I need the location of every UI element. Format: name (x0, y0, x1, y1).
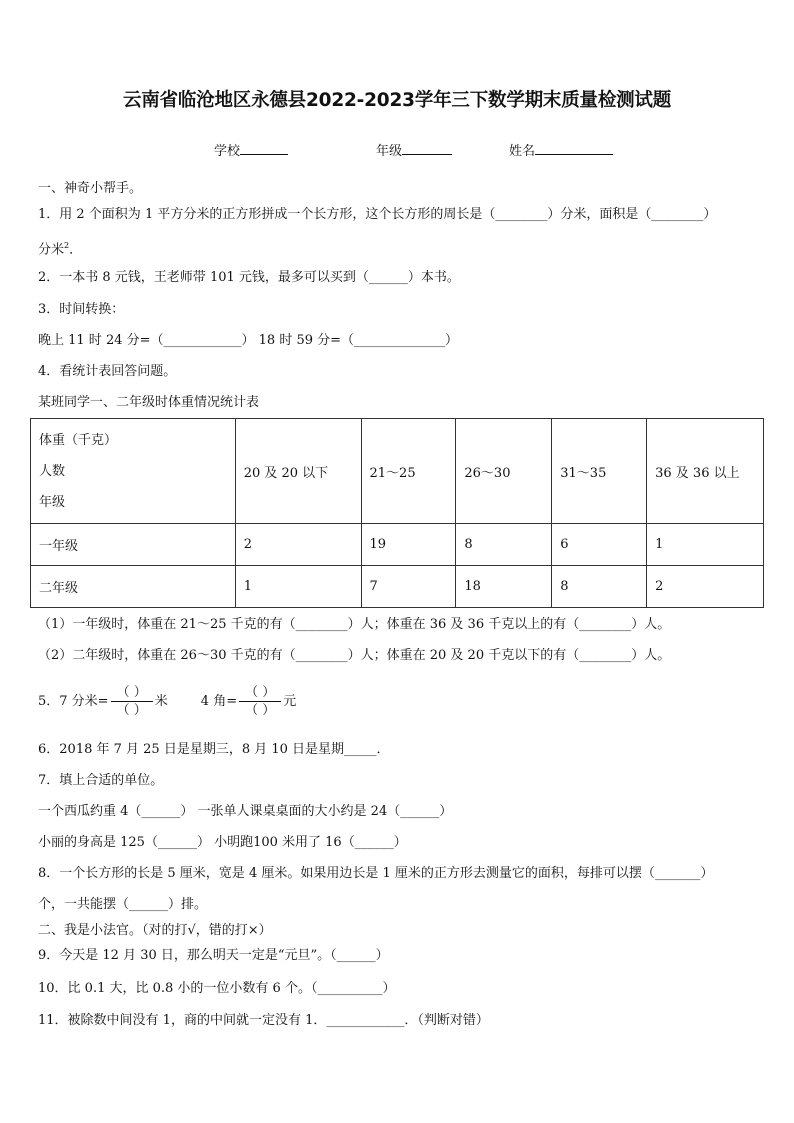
header-grade: 年级 (39, 494, 66, 510)
column-header: 21～25 (361, 419, 456, 524)
question-7-row-1: 一个西瓜约重 4（______） 一张单人课桌桌面的大小约是 24（______） (38, 804, 453, 819)
q5-mid: 4 角= (200, 694, 238, 709)
table-row (31, 566, 764, 608)
school-label: 学校 (214, 144, 241, 159)
grade-label: 年级 (376, 144, 403, 159)
question-3: 3．时间转换： (38, 302, 125, 317)
header-weight: 体重（千克） (39, 432, 118, 448)
question-10: 10．比 0.1 大，比 0.8 小的一位小数有 6 个。（__________） (38, 981, 396, 996)
table-row (31, 524, 764, 566)
column-header: 26～30 (456, 419, 552, 524)
question-4: 4．看统计表回答问题。 (38, 364, 177, 379)
fraction-numerator[interactable]: （ ） (111, 684, 153, 702)
q1-unit-sup: 2 (64, 241, 70, 250)
question-1-cont (38, 237, 82, 259)
grade-field[interactable] (376, 140, 452, 159)
table-cell: 6 (552, 524, 647, 566)
question-4-2: （2）二年级时，体重在 26～30 千克的有（________）人；体重在 20 及 20 千克以下的有（________）人。 (38, 648, 671, 663)
column-header: 20 及 20 以下 (235, 419, 361, 524)
name-blank[interactable] (535, 141, 613, 155)
question-8: 8．一个长方形的长是 5 厘米，宽是 4 厘米。如果用边长是 1 厘米的正方形去测量它的面积，每排可以摆（_______） (38, 866, 714, 881)
table-cell: 18 (456, 566, 552, 608)
table-cell: 2 (647, 566, 764, 608)
table-header-row (31, 419, 764, 524)
question-7-row-2: 小丽的身高是 125（______） 小明跑100 米用了 16（______） (38, 835, 407, 850)
question-7: 7．填上合适的单位。 (38, 773, 164, 788)
table-cell: 19 (361, 524, 456, 566)
question-6: 6．2018 年 7 月 25 日是星期三，8 月 10 日是星期_____． (38, 742, 390, 757)
table-cell: 1 (647, 524, 764, 566)
q5-unit-2: 元 (283, 694, 297, 709)
table-cell: 2 (235, 524, 361, 566)
school-blank[interactable] (240, 141, 288, 155)
section-2-heading: 二、我是小法官。（对的打√，错的打×） (38, 923, 272, 938)
question-5 (38, 682, 296, 722)
fraction-blank-1[interactable] (111, 684, 153, 719)
page-title: 云南省临沧地区永德县2022-2023学年三下数学期末质量检测试题 (122, 90, 672, 111)
column-header: 36 及 36 以上 (647, 419, 764, 524)
table-cell: 8 (552, 566, 647, 608)
table-cell: 7 (361, 566, 456, 608)
q1-unit: 分米 (38, 242, 65, 258)
q1-end: ． (69, 242, 83, 258)
school-field[interactable] (214, 140, 288, 159)
q5-prefix: 5．7 分米= (38, 694, 109, 709)
section-1-heading: 一、神奇小帮手。 (38, 181, 143, 196)
question-2: 2．一本书 8 元钱，王老师带 101 元钱，最多可以买到（______）本书。 (38, 270, 460, 285)
name-label: 姓名 (509, 144, 536, 159)
fraction-blank-2[interactable] (239, 684, 281, 719)
question-3-items: 晚上 11 时 24 分=（____________） 18 时 59 分=（______________） (38, 333, 459, 348)
diagonal-header-cell (31, 419, 236, 524)
question-4-1: （1）一年级时，体重在 21～25 千克的有（________）人；体重在 36 及 36 千克以上的有（________）人。 (38, 617, 671, 632)
header-count: 人数 (39, 463, 66, 479)
table-caption: 某班同学一、二年级时体重情况统计表 (38, 395, 260, 410)
grade-blank[interactable] (402, 141, 452, 155)
column-header: 31～35 (552, 419, 647, 524)
question-1: 1．用 2 个面积为 1 平方分米的正方形拼成一个长方形，这个长方形的周长是（________）分米，面积是（________） (38, 207, 717, 222)
fraction-denominator[interactable]: （ ） (116, 703, 147, 718)
q5-unit-1: 米 (154, 694, 168, 709)
question-8-cont: 个，一共能摆（______）排。 (38, 897, 208, 912)
name-field[interactable] (509, 140, 613, 159)
table-cell: 1 (235, 566, 361, 608)
table-cell: 8 (456, 524, 552, 566)
fraction-denominator[interactable]: （ ） (245, 703, 276, 718)
question-9: 9．今天是 12 月 30 日，那么明天一定是“元旦”。（______） (38, 948, 389, 963)
weight-stats-table (30, 418, 764, 608)
question-11: 11．被除数中间没有 1，商的中间就一定没有 1．____________．（判断对错） (38, 1013, 489, 1028)
fraction-numerator[interactable]: （ ） (239, 684, 281, 702)
row-label: 二年级 (31, 566, 236, 608)
row-label: 一年级 (31, 524, 236, 566)
